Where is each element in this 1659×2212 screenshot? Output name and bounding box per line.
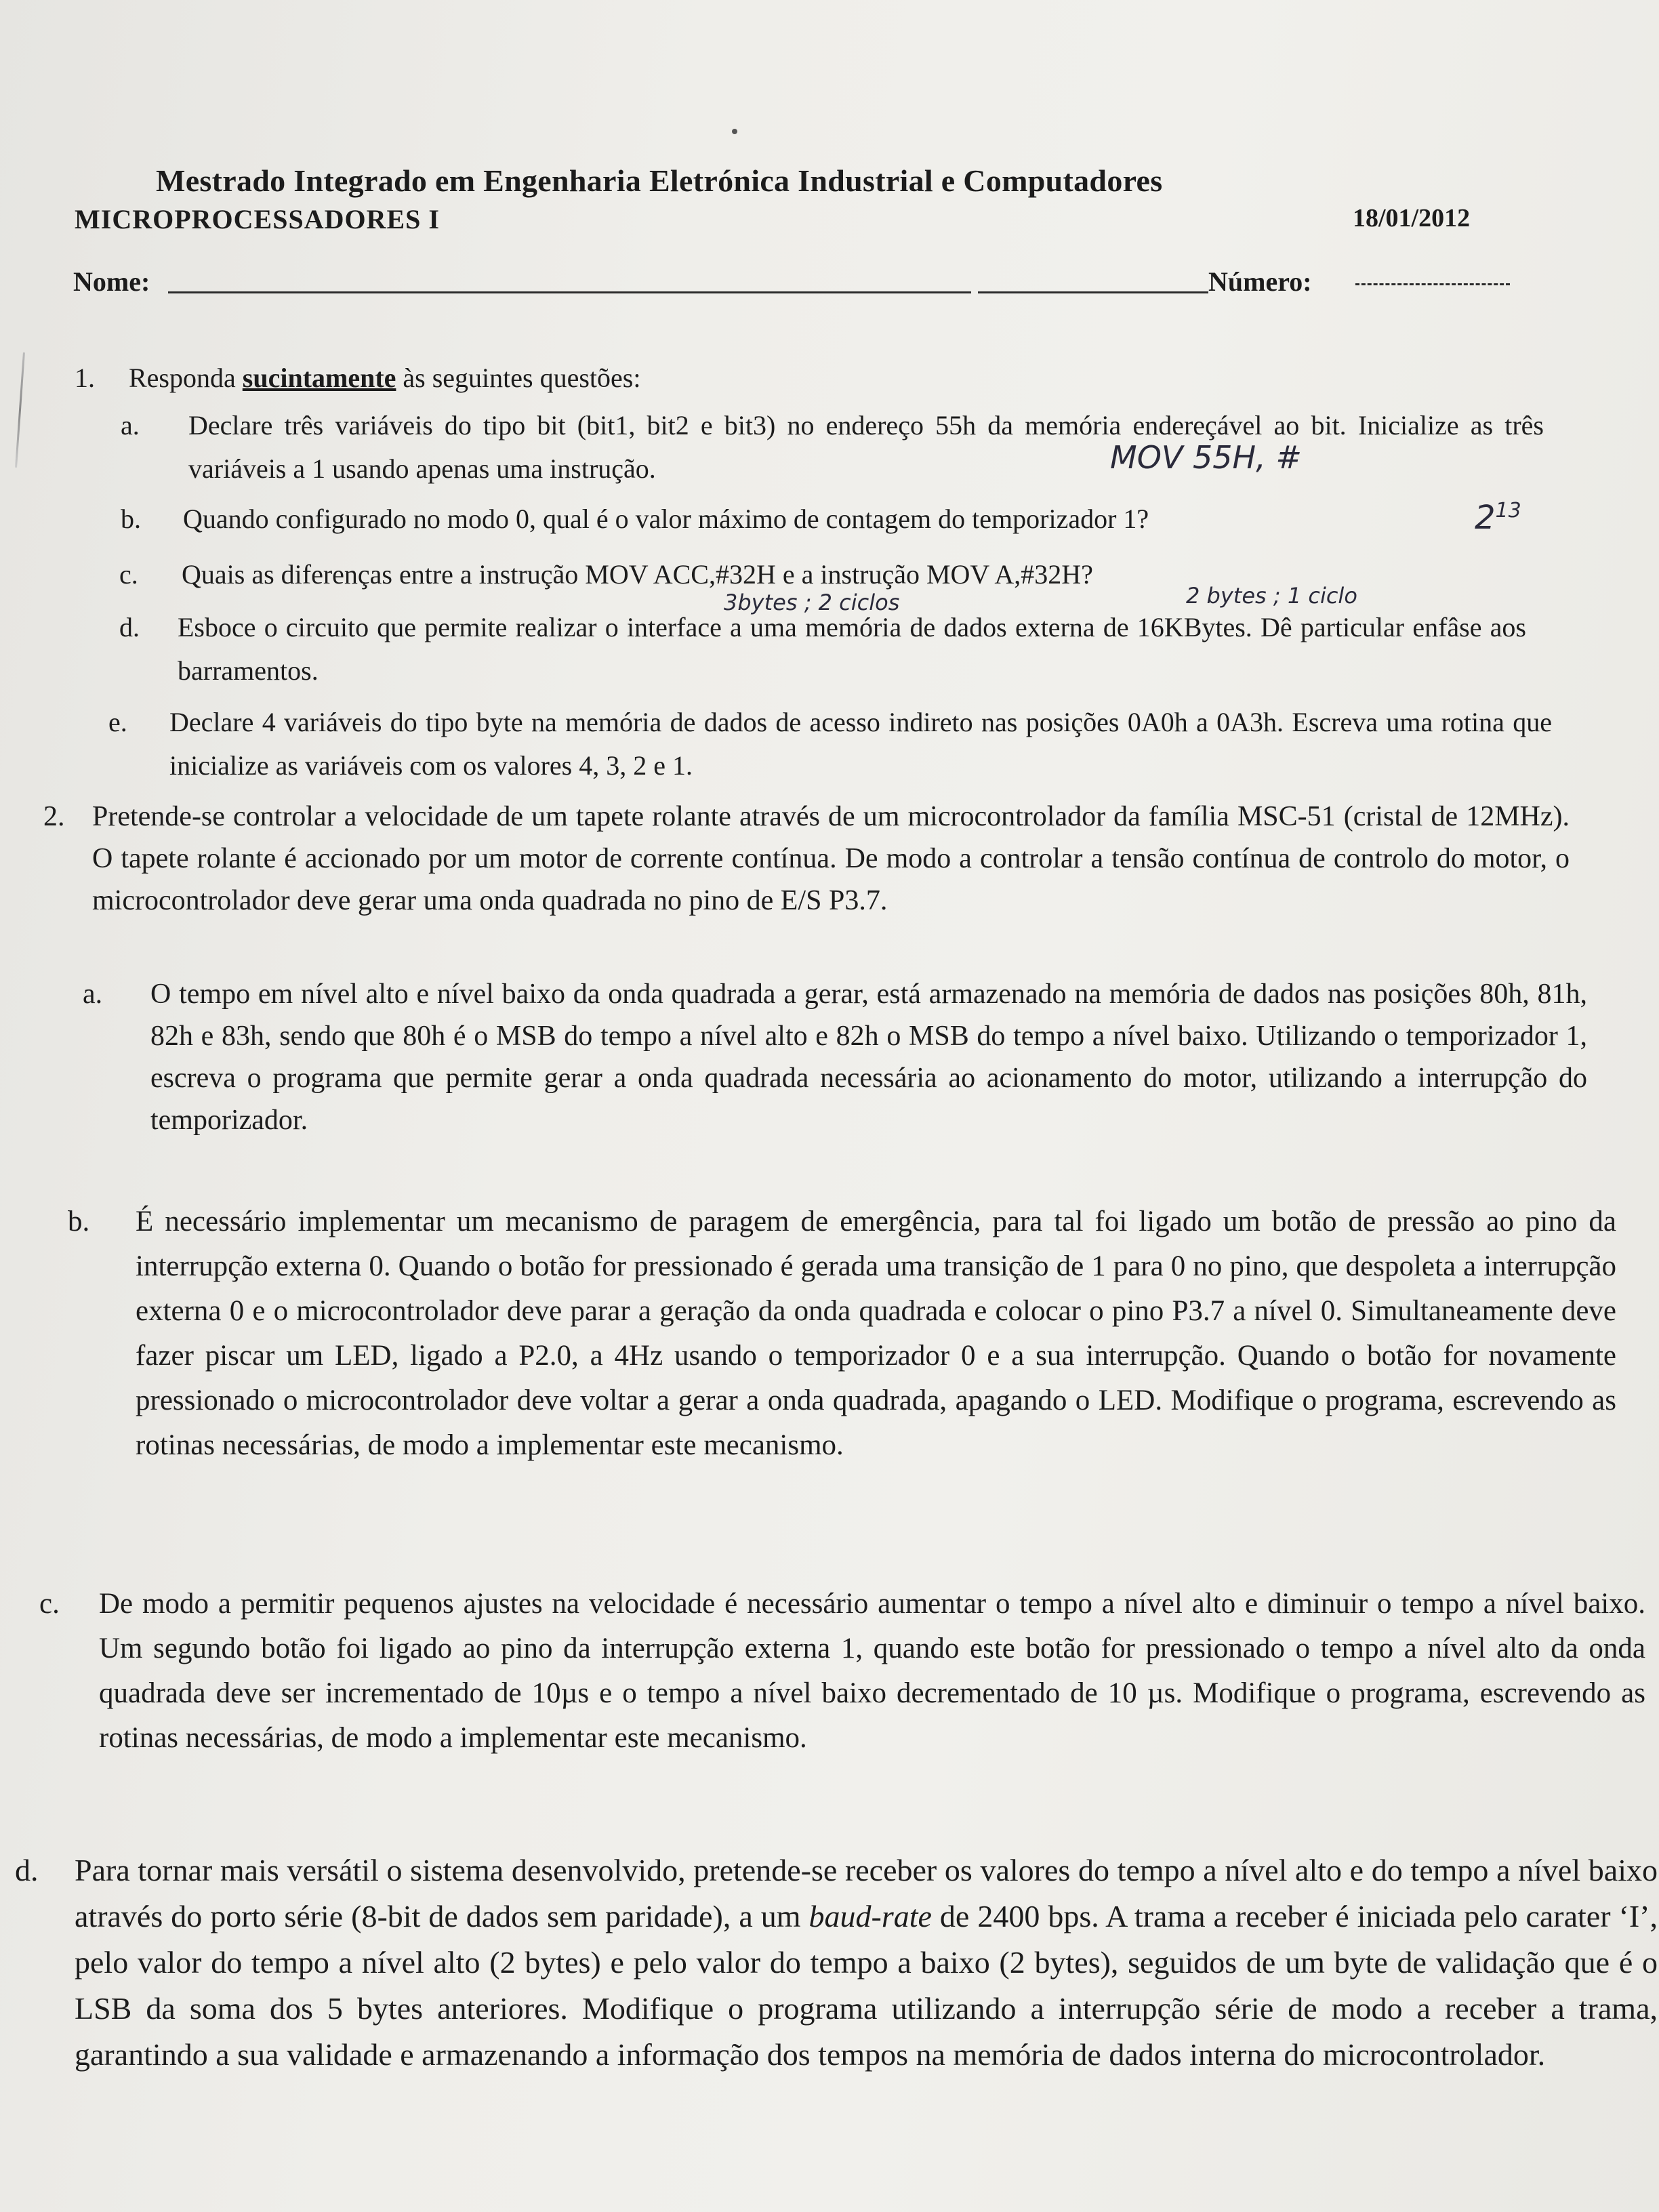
handwritten-answer-1c-left: 3bytes ; 2 ciclos [724,590,900,615]
number-label: Número: [1208,266,1312,297]
handwritten-answer-1b [1475,499,1521,537]
question-2a [83,973,1607,1190]
exam-date: 18/01/2012 [1353,204,1471,232]
item-text: De modo a permitir pequenos ajustes na velocidade é necessário aumentar o tempo a nível alto e diminuir o tempo a nível baixo. Um segundo botão foi ligado ao pino da interrupção externa 1, quando este botão for pressionado o tempo a nível alto da onda quadrada deve ser incrementado de 10µs e o tempo a nível baixo decrementado de 10 µs. Modifique o programa, escrevendo as rotinas necessárias, de modo a implementar este mecanismo. [99,1588,1645,1754]
name-label: Nome: [73,266,150,297]
item-text: Esboce o circuito que permite realizar o interface a uma memória de dados externa de 16KBytes. Dê particular enfâse aos barramentos. [178,612,1526,686]
margin-pencil-mark [15,352,25,468]
item-letter: e. [108,707,127,737]
item-text: O tempo em nível alto e nível baixo da onda quadrada a gerar, está armazenado na memória de dados nas posições 80h, 81h, 82h e 83h, sendo que 80h é o MSB do tempo a nível alto e 82h o MSB do tempo a nível baixo. Utilizando o temporizador 1, escreva o programa que permite gerar a onda quadrada necessária ao acionamento do motor, utilizando a interrupção do temporizador. [150,979,1587,1136]
item-text: Declare três variáveis do tipo bit (bit1, bit2 e bit3) no endereço 55h da memória endereçável ao bit. Inicialize as três variáveis a 1 usando apenas uma instrução. [188,410,1544,484]
item-letter: a. [121,410,140,441]
item-text [75,1847,1658,2078]
item-text: É necessário implementar um mecanismo de paragem de emergência, para tal foi ligado um botão de pressão ao pino da interrupção externa 0. Quando o botão for pressionado é gerada uma transição de 1 para 0 no pino, que despoleta a interrupção externa 0 e o microcontrolador deve parar a geração da onda quadrada e colocar o pino P3.7 a nível 0. Simultaneamente deve fazer piscar um LED, ligado a P2.0, a 4Hz usando o temporizador 0 e a sua interrupção. Quando o botão for novamente pressionado o microcontrolador deve voltar a gerar a onda quadrada, apagando o LED. Modifique o programa, escrevendo as rotinas necessárias, de modo a implementar este mecanismo. [136,1206,1616,1461]
question-2-intro-text: Pretende-se controlar a velocidade de um tapete rolante através de um microcontrolador da família MSC-51 (cristal de 12MHz). O tapete rolante é accionado por um motor de corrente contínua. De modo a controlar a tensão contínua de controlo do motor, o microcontrolador deve gerar uma onda quadrada no pino de E/S P3.7. [92,801,1570,916]
q1-intro-after: às seguintes questões: [396,363,641,393]
question-2d [15,1847,1659,2212]
q1-intro-before: Responda [129,363,243,393]
question-number: 1. [75,363,95,393]
question-1d [119,606,1542,694]
item-text: Quais as diferenças entre a instrução MOV ACC,#32H e a instrução MOV A,#32H? [182,559,1093,590]
paper-speck [732,129,737,134]
question-1a [121,404,1544,492]
question-2b [68,1200,1620,1559]
handwritten-answer-1c-right: 2 bytes ; 1 ciclo [1186,583,1357,609]
item-letter: b. [68,1206,90,1237]
course-title: Mestrado Integrado em Engenharia Eletrónica Industrial e Computadores [156,163,1163,198]
handwritten-answer-1a: MOV 55H, # [1110,439,1302,476]
item-letter: d. [119,612,140,642]
item-text: Declare 4 variáveis do tipo byte na memória de dados de acesso indireto nas posições 0A0h a 0A3h. Escreva uma rotina que inicialize as variáveis com os valores 4, 3, 2 e 1. [169,707,1552,781]
item-text: Quando configurado no modo 0, qual é o valor máximo de contagem do temporizador 1? [183,504,1149,534]
name-line [168,291,971,293]
q2d-text-after: de 2400 bps. A trama a receber é iniciada pelo carater ‘I’, pelo valor do tempo a nível alto (2 bytes) e pelo valor do tempo a baixo (2 bytes), seguidos de um byte de validação que é o LSB da soma dos 5 bytes anteriores. Modifique o programa utilizando a interrupção série de modo a receber a trama, garantindo a sua validade e armazenando a informação dos tempos na memória de dados interna do microcontrolador. [75,1899,1658,2072]
question-1e [108,701,1559,789]
item-letter: c. [39,1588,60,1620]
question-number: 2. [43,801,65,832]
q2d-baud-rate-term: baud-rate [808,1899,932,1933]
answer-exponent: 13 [1495,499,1521,523]
answer-base: 2 [1475,499,1496,537]
number-line [1355,283,1510,285]
question-2c [39,1582,1645,1839]
question-1-heading [75,356,1565,400]
item-letter: a. [83,979,103,1010]
q1-intro-emphasis: sucintamente [242,363,396,393]
item-letter: d. [15,1853,39,1887]
subject-title: MICROPROCESSADORES I [75,204,440,234]
q2d-text-before: Para tornar mais versátil o sistema desenvolvido, pretende-se receber os valores do tempo a nível alto e do tempo a nível baixo através do porto série (8-bit de dados sem paridade), a um [75,1853,1658,1933]
question-2-intro [43,796,1602,965]
question-1b [121,497,1544,541]
name-line-extension [978,291,1208,293]
item-letter: b. [121,504,141,534]
item-letter: c. [119,559,138,590]
